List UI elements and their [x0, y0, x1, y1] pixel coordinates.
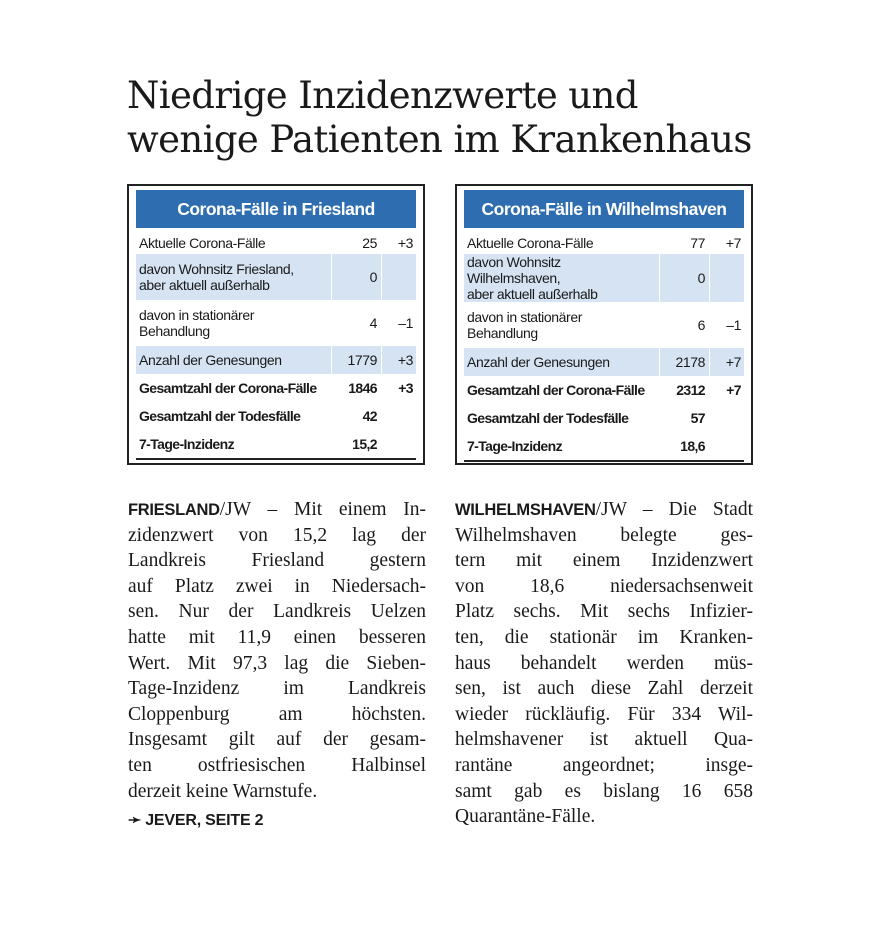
row-label: 7-Tage-Inzidenz: [464, 432, 660, 461]
row-label-line: aber aktuell außerhalb: [467, 286, 598, 302]
row-label-line: davon Wohnsitz Wilhelmshaven,: [467, 254, 561, 286]
table-row: [136, 430, 416, 459]
table-row: [464, 302, 744, 348]
row-label: [136, 300, 332, 346]
row-value: 15,2: [332, 430, 382, 459]
row-change: +7: [710, 376, 745, 404]
row-value: 6: [660, 302, 710, 348]
stats-table: [136, 232, 416, 460]
article-line: hatte mit 11,9 einen besseren: [128, 626, 426, 648]
article-text: /JW – Mit einem In-: [219, 499, 426, 520]
table-row: [464, 348, 744, 376]
row-change: +3: [382, 346, 417, 374]
article-line: Quarantäne-Fälle.: [455, 806, 596, 828]
row-value: 2312: [660, 376, 710, 404]
row-change: +7: [710, 232, 745, 254]
row-label: [464, 302, 660, 348]
row-value: 18,6: [660, 432, 710, 461]
row-label: Gesamtzahl der Corona-Fälle: [139, 380, 317, 396]
table-row: [464, 254, 744, 302]
row-label: Gesamtzahl der Corona-Fälle: [467, 382, 645, 398]
headline-line-2: wenige Patienten im Krankenhaus: [127, 118, 752, 161]
row-label: Gesamtzahl der Todesfälle: [467, 410, 629, 426]
row-value: 57: [660, 404, 710, 432]
row-change: –1: [710, 302, 745, 348]
box-title: Corona-Fälle in Wilhelmshaven: [464, 190, 744, 228]
article-line: Landkreis Friesland gestern: [128, 550, 426, 572]
row-change: [710, 404, 745, 432]
article-line: Cloppenburg am höchsten.: [128, 703, 426, 725]
table-row: [464, 232, 744, 254]
article-line: tern mit einem Inzidenzwert: [455, 550, 753, 572]
article-text: /JW – Die Stadt: [595, 499, 753, 520]
row-label-line: davon Wohnsitz Friesland,: [139, 261, 294, 277]
article-line: [455, 497, 753, 523]
row-label: Gesamtzahl der Todesfälle: [139, 408, 301, 424]
row-change: [382, 430, 417, 459]
headline-line-1: Niedrige Inzidenzwerte und: [127, 74, 638, 117]
article-line: auf Platz zwei in Niedersach-: [128, 575, 426, 597]
article-line: Tage-Inzidenz im Landkreis: [128, 678, 426, 700]
box-title: Corona-Fälle in Friesland: [136, 190, 416, 228]
row-change: +7: [710, 348, 745, 376]
table-row: [136, 232, 416, 254]
row-value: 42: [332, 402, 382, 430]
row-change: [710, 432, 745, 461]
article-line: sen. Nur der Landkreis Uelzen: [128, 601, 426, 623]
row-change: –1: [382, 300, 417, 346]
article-line: ten ostfriesischen Halbinsel: [128, 754, 426, 776]
table-row: [136, 254, 416, 300]
article-line: rantäne angeordnet; insge-: [455, 754, 753, 776]
row-label-line: aber aktuell außerhalb: [139, 277, 270, 293]
row-label-line: davon in stationärer: [139, 307, 254, 323]
stats-table: [464, 232, 744, 462]
article-line: Platz sechs. Mit sechs Infizier-: [455, 601, 753, 623]
row-label: 7-Tage-Inzidenz: [136, 430, 332, 459]
row-value: 0: [660, 254, 710, 302]
article-line: ten, die stationär im Kranken-: [455, 626, 753, 648]
article-line: haus behandelt werden müs-: [455, 652, 753, 674]
info-box-friesland: [127, 184, 425, 465]
row-value: 77: [660, 232, 710, 254]
table-row: [136, 300, 416, 346]
table-row: [136, 346, 416, 374]
row-label: Aktuelle Corona-Fälle: [467, 235, 594, 251]
row-change: [382, 254, 417, 300]
row-value: 1846: [332, 374, 382, 402]
article-friesland: [128, 497, 426, 834]
row-value: 4: [332, 300, 382, 346]
article-line: Wilhelmshaven belegte ges-: [455, 524, 753, 546]
article-wilhelmshaven: [455, 497, 753, 830]
article-line: [128, 497, 426, 523]
row-label: Anzahl der Genesungen: [464, 348, 660, 376]
row-change: [382, 402, 417, 430]
info-box-wilhelmshaven: [455, 184, 753, 465]
row-label: Aktuelle Corona-Fälle: [139, 235, 266, 251]
row-label: [464, 254, 660, 302]
dateline: FRIESLAND: [128, 501, 220, 519]
article-line: Insgesamt gilt auf der gesam-: [128, 729, 426, 751]
table-row: [136, 374, 416, 402]
table-row: [464, 432, 744, 461]
table-row: [464, 376, 744, 404]
row-label-line: davon in stationärer: [467, 309, 582, 325]
article-line: von 18,6 niedersachsenweit: [455, 575, 753, 597]
row-value: 1779: [332, 346, 382, 374]
page-reference[interactable]: [128, 808, 426, 834]
row-value: 25: [332, 232, 382, 254]
page-reference-text: JEVER, SEITE 2: [145, 812, 264, 830]
row-change: [710, 254, 745, 302]
row-label: [136, 254, 332, 300]
row-change: +3: [382, 374, 417, 402]
row-value: 2178: [660, 348, 710, 376]
row-value: 0: [332, 254, 382, 300]
article-line: wieder rückläufig. Für 334 Wil-: [455, 703, 753, 725]
row-label: Anzahl der Genesungen: [136, 346, 332, 374]
article-line: Wert. Mit 97,3 lag die Sieben-: [128, 652, 426, 674]
article-line: helmshavener ist aktuell Qua-: [455, 729, 753, 751]
arrow-right-icon: ➛: [128, 812, 142, 830]
headline: [127, 74, 767, 162]
article-line: zidenzwert von 15,2 lag der: [128, 524, 426, 546]
table-row: [464, 404, 744, 432]
row-change: +3: [382, 232, 417, 254]
article-line: derzeit keine Warnstufe.: [128, 780, 318, 802]
row-label-line: Behandlung: [467, 325, 538, 341]
article-line: samt gab es bislang 16 658: [455, 780, 753, 802]
row-label-line: Behandlung: [139, 323, 210, 339]
table-row: [136, 402, 416, 430]
dateline: WILHELMSHAVEN: [455, 501, 596, 519]
article-line: sen, ist auch diese Zahl derzeit: [455, 678, 753, 700]
